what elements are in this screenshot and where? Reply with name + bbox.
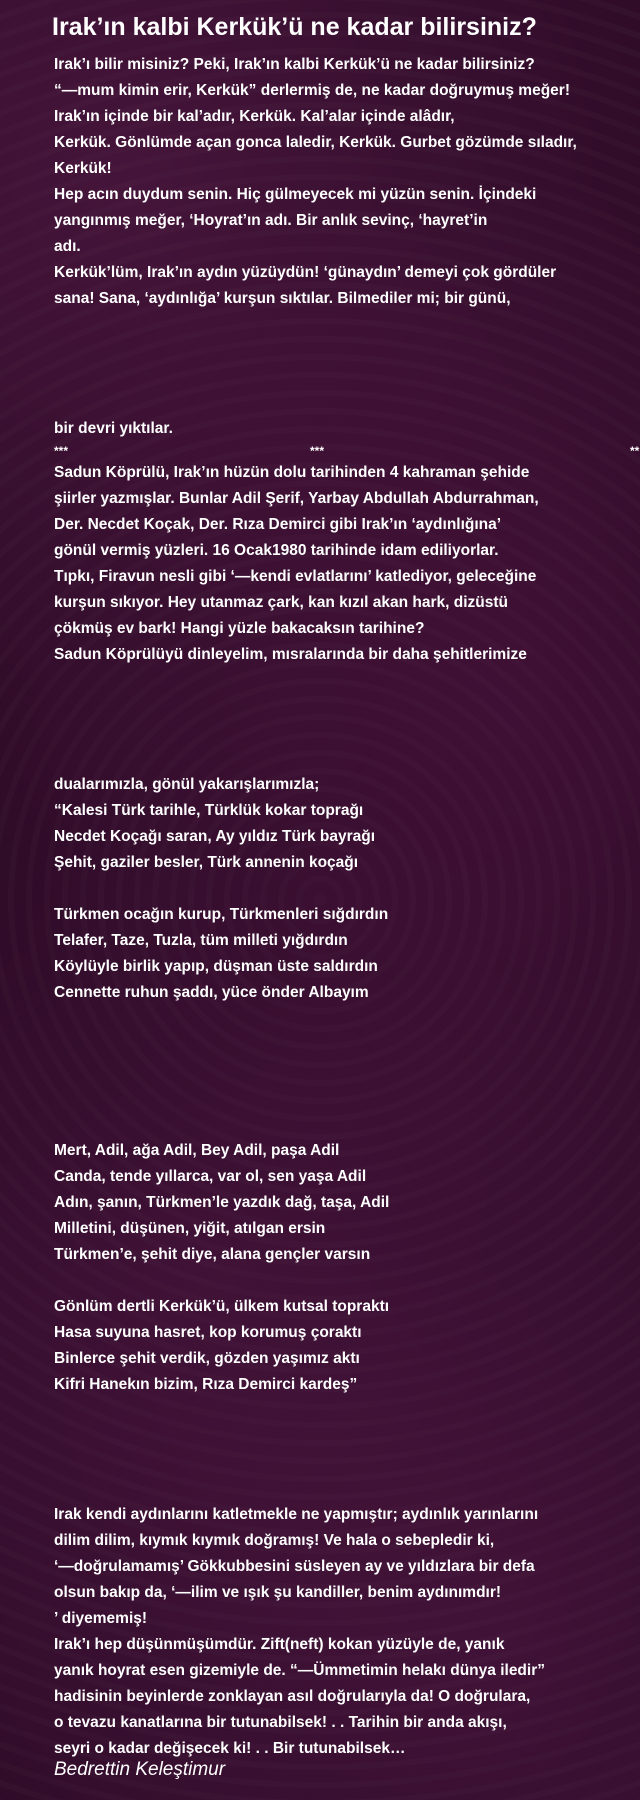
poem-line: Telafer, Taze, Tuzla, tüm milleti yığdırdın xyxy=(54,932,348,949)
poem-line: çökmüş ev bark! Hangi yüzle bakacaksın tarihine? xyxy=(54,620,425,637)
poem-line: sana! Sana, ‘aydınlığa’ kurşun sıktılar. Bilmediler mi; bir günü, xyxy=(54,290,511,307)
stanza-gap xyxy=(54,312,634,416)
poem-line: Cennette ruhun şaddı, yüce önder Albayım xyxy=(54,984,369,1001)
poem-line: Kerkük’lüm, Irak’ın aydın yüzüydün! ‘günaydın’ demeyi çok gördüler xyxy=(54,264,557,281)
poem-line: Kerkük! xyxy=(54,160,112,177)
separator-stars: *** xyxy=(310,444,325,458)
poem-line: yanık hoyrat esen gizemiyle de. “—Ümmetimin helakı dünya iledir” xyxy=(54,1662,545,1679)
poem-line: Türkmen ocağın kurup, Türkmenleri sığdırdın xyxy=(54,906,389,923)
poem-line: adı. xyxy=(54,238,81,255)
poem-line: Kifri Hanekın bizim, Rıza Demirci kardeş” xyxy=(54,1376,358,1393)
poem-line: hadisinin beyinlerde zonklayan asıl doğrularıyla da! O doğrulara, xyxy=(54,1688,531,1705)
poem-line: Kerkük. Gönlümde açan gonca laledir, Kerkük. Gurbet gözümde sıladır, xyxy=(54,134,577,151)
poem-line: Köylüyle birlik yapıp, düşman üste saldırdın xyxy=(54,958,378,975)
poem-line: Türkmen’e, şehit diye, alana gençler varsın xyxy=(54,1246,371,1263)
stanza-gap xyxy=(54,1398,634,1502)
author-name[interactable]: Bedrettin Keleştimur xyxy=(54,1759,226,1780)
stanza-gap xyxy=(54,1006,634,1138)
poem-line: Tıpkı, Firavun nesli gibi ‘—kendi evlatlarını’ katlediyor, geleceğine xyxy=(54,568,537,585)
poem-line: Sadun Köprülüyü dinleyelim, mısralarında bir daha şehitlerimize xyxy=(54,646,527,663)
poem-line: “Kalesi Türk tarihle, Türklük kokar toprağı xyxy=(54,802,364,819)
poem-line: Milletini, düşünen, yiğit, atılgan ersin xyxy=(54,1220,326,1237)
poem-body xyxy=(54,52,640,1762)
stanza-6 xyxy=(54,1138,634,1268)
poem-line: yangınmış meğer, ‘Hoyrat’ın adı. Bir anlık sevinç, ‘hayret’in xyxy=(54,212,488,229)
poem-line: Irak’ı hep düşünmüşümdür. Zift(neft) kokan yüzüyle de, yanık xyxy=(54,1636,505,1653)
poem-line: Adın, şanın, Türkmen’le yazdık dağ, taşa, Adil xyxy=(54,1194,390,1211)
poem-line: Canda, tende yıllarca, var ol, sen yaşa Adil xyxy=(54,1168,367,1185)
separator-stars: *** xyxy=(54,444,69,458)
stanza-2 xyxy=(54,416,634,442)
poem-line: kurşun sıkıyor. Hey utanmaz çark, kan kızıl akan hark, dizüstü xyxy=(54,594,508,611)
poem-line: şiirler yazmışlar. Bunlar Adil Şerif, Yarbay Abdullah Abdurrahman, xyxy=(54,490,539,507)
poem-line: ‘—doğrulamamış’ Gökkubbesini süsleyen ay ve yıldızlara bir defa xyxy=(54,1558,535,1575)
poem-line: seyri o kadar değişecek ki! . . Bir tutunabilsek… xyxy=(54,1740,406,1757)
section-separator xyxy=(54,442,640,460)
poem-line: Der. Necdet Koçak, Der. Rıza Demirci gibi Irak’ın ‘aydınlığına’ xyxy=(54,516,502,533)
poem-line: “—mum kimin erir, Kerkük” derlermiş de, ne kadar doğruymuş meğer! xyxy=(54,82,570,99)
poem-line: Hep acın duydum senin. Hiç gülmeyecek mi yüzün senin. İçindeki xyxy=(54,186,537,203)
poem-line: Şehit, gaziler besler, Türk annenin koçağı xyxy=(54,854,359,871)
separator-stars: ** xyxy=(630,444,640,458)
poem-line: Gönlüm dertli Kerkük’ü, ülkem kutsal topraktı xyxy=(54,1298,390,1315)
poem-line: Sadun Köprülü, Irak’ın hüzün dolu tarihinden 4 kahraman şehide xyxy=(54,464,530,481)
poem-line: Binlerce şehit verdik, gözden yaşımız aktı xyxy=(54,1350,360,1367)
stanza-gap xyxy=(54,876,634,902)
stanza-8 xyxy=(54,1502,634,1762)
stanza-7 xyxy=(54,1294,634,1398)
poem-line: gönül vermiş yüzleri. 16 Ocak1980 tarihinde idam ediliyorlar. xyxy=(54,542,499,559)
stanza-1 xyxy=(54,52,634,312)
stanza-3 xyxy=(54,460,634,668)
stanza-gap xyxy=(54,1268,634,1294)
poem-line: bir devri yıktılar. xyxy=(54,420,173,437)
poem-title: Irak’ın kalbi Kerkük’ü ne kadar bilirsiniz? xyxy=(52,13,537,41)
poem-line: Necdet Koçağı saran, Ay yıldız Türk bayrağı xyxy=(54,828,376,845)
stanza-gap xyxy=(54,668,634,772)
stanza-5 xyxy=(54,902,634,1006)
poem-line: Irak’ın içinde bir kal’adır, Kerkük. Kal’alar içinde alâdır, xyxy=(54,108,455,125)
stanza-4 xyxy=(54,772,634,876)
poem-line: Hasa suyuna hasret, kop korumuş çoraktı xyxy=(54,1324,362,1341)
poem-line: Irak’ı bilir misiniz? Peki, Irak’ın kalbi Kerkük’ü ne kadar bilirsiniz? xyxy=(54,56,535,73)
poem-line: Mert, Adil, ağa Adil, Bey Adil, paşa Adil xyxy=(54,1142,340,1159)
poem-line: olsun bakıp da, ‘—ilim ve ışık şu kandiller, benim aydınımdır! xyxy=(54,1584,502,1601)
poem-line: o tevazu kanatlarına bir tutunabilsek! . . Tarihin bir anda akışı, xyxy=(54,1714,507,1731)
poem-line: dualarımızla, gönül yakarışlarımızla; xyxy=(54,776,320,793)
poem-line: ’ diyememiş! xyxy=(54,1610,148,1627)
poem-line: dilim dilim, kıymık kıymık doğramış! Ve hala o sebepledir ki, xyxy=(54,1532,495,1549)
poem-line: Irak kendi aydınlarını katletmekle ne yapmıştır; aydınlık yarınlarını xyxy=(54,1506,539,1523)
